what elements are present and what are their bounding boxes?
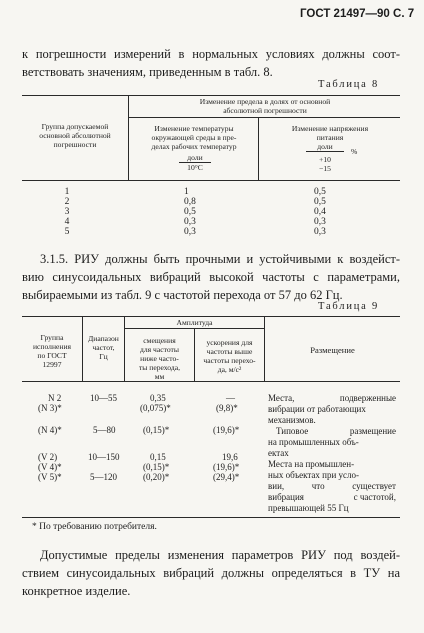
para-315-line-2: вию синусоидальных вибраций высокой частоты с параметрами, (22, 270, 400, 284)
table9-caption: Таблица 9 (318, 301, 380, 312)
table-cell: (0,15)* (143, 462, 170, 472)
table8-col3-unit: доли (300, 142, 350, 161)
para-315-line-3: выбираемыми из табл. 9 с частотой перехода от 57 до 62 Гц. (22, 288, 343, 302)
intro-line-2: ветствовать значениям, приведенным в табл. 8. (22, 65, 273, 79)
table8-col-volt: 0,5 0,5 0,4 0,3 0,3 (314, 187, 326, 237)
table8-col-temp: 1 0,8 0,5 0,3 0,3 (184, 187, 196, 237)
table8-caption: Таблица 8 (318, 79, 380, 90)
table-cell: (19,6)* (213, 425, 240, 435)
table8-col-group (52, 187, 82, 237)
table-row: 3 (64, 207, 70, 217)
table-row: 4 (64, 217, 70, 227)
table8-col2-header: Изменение температуры окружающей среды в пре- делах рабочих температур (151, 124, 237, 151)
table-cell: 0,35 (150, 393, 166, 403)
table-cell: 5—80 (93, 425, 116, 435)
table-cell: 5—120 (90, 472, 117, 482)
table9-place-header: Размещение (310, 345, 355, 355)
table-cell: (9,8)* (216, 403, 238, 413)
table9-accel-header: ускорения для частоты выше частоты перехо- да, м/с² (203, 338, 256, 374)
table-cell: (29,4)* (213, 472, 240, 482)
page-header: ГОСТ 21497—90 С. 7 (300, 8, 415, 20)
table8-col2-unit: доли 10°С (165, 153, 225, 172)
table9-disp-header: смещения для частоты ниже часто- ты перехода, мм (138, 336, 181, 381)
table-cell: 19,6 (222, 452, 238, 462)
table-row: 2 (64, 197, 70, 207)
table9-place-2: Типовое размещение на промышленных объ- ектах (268, 426, 396, 458)
table9-place-1: Места, подверженные вибрации от работающих механизмов. (268, 393, 396, 425)
para-315-line-1: 3.1.5. РИУ должны быть прочными и устойчивыми к воздейст- (40, 252, 400, 266)
table-cell: (0,075)* (140, 403, 171, 413)
table-row: (V 2) (38, 452, 58, 462)
table-row: (N 3)* (38, 403, 62, 413)
intro-line-1: к погрешности измерений в нормальных условиях должны соот- (22, 47, 400, 61)
table9-amplitude-header: Амплитуда (176, 318, 213, 327)
table8-col3-range: +10 −15 (319, 155, 331, 173)
table-cell: — (226, 393, 235, 403)
table9-group-header: Группа исполнения по ГОСТ 12997 (32, 333, 72, 369)
table-row: (V 5)* (38, 472, 62, 482)
table8-col3-header: Изменение напряжения питания (291, 124, 369, 142)
table-cell: (0,20)* (143, 472, 170, 482)
table-row: 1 (64, 187, 70, 197)
table8-col3-pct: % (351, 147, 358, 156)
table9-place-3: Места на промышлен- ных объектах при усло- вии, что существует вибрация с частотой, превышающей 55 Гц (268, 459, 396, 513)
table8-col1-header: Группа допускаемой основной абсолютной погрешности (39, 122, 111, 149)
table-row: (N 4)* (38, 425, 62, 435)
closing-line-3: конкретное изделие. (22, 584, 131, 598)
table-cell: (19,6)* (213, 462, 240, 472)
closing-line-1: Допустимые пределы изменения параметров РИУ под воздей- (40, 548, 400, 562)
table-row: 5 (64, 227, 70, 237)
table8-group-header: Изменение предела в долях от основной абсолютной погрешности (199, 97, 331, 115)
table-cell: 10—55 (90, 393, 117, 403)
closing-line-2: ствием синусоидальных вибраций должны определяться в ТУ на (22, 566, 400, 580)
table-cell: 10—150 (88, 452, 120, 462)
table-cell: (0,15)* (143, 425, 170, 435)
table-row: N 2 (48, 393, 62, 403)
table-cell: 0,15 (150, 452, 166, 462)
table-row: (V 4)* (38, 462, 62, 472)
footnote: * По требованию потребителя. (32, 522, 157, 532)
table9-range-header: Диапазон частот, Гц (88, 334, 119, 361)
